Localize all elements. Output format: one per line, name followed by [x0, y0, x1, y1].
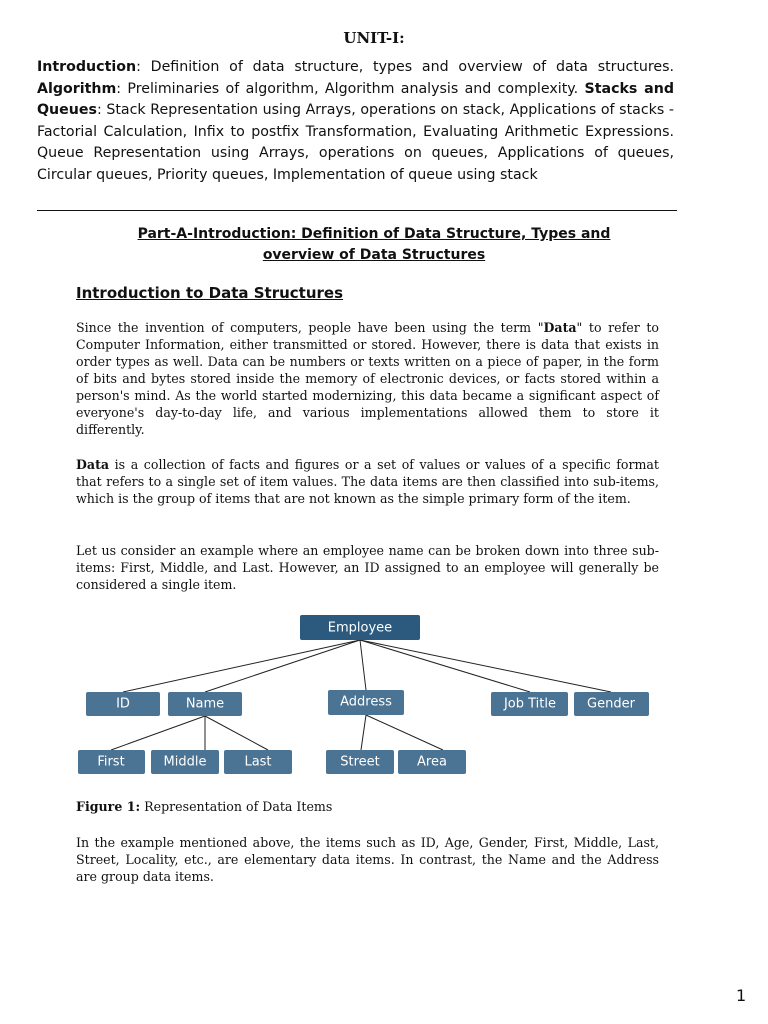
figure-caption-text: Representation of Data Items: [140, 799, 333, 814]
page-number: 1: [736, 986, 747, 1005]
paragraph-1-after: " to refer to Computer Information, either transmitted or stored. However, there is data that exists in order types as well. Data can be numbers or texts written on a piece of paper, in the form of bits and bytes stored inside the memory of electronic devices, or facts stored within a person's mind. As the world started modernizing, this data became a significant aspect of everyone's day-to-day life, and various implementations allowed them to store it differently.: [76, 320, 659, 437]
node-first-label: First: [97, 754, 125, 770]
node-gender: [574, 692, 649, 716]
node-name: [168, 692, 242, 716]
node-last-label: Last: [244, 754, 272, 770]
node-last: [224, 750, 292, 774]
paragraph-2-after: is a collection of facts and figures or a set of values or values of a specific format that refers to a single set of item values. The data items are then classified into sub-items, which is the group of items that are not known as the simple primary form of the item.: [76, 457, 659, 506]
edge-name-last: [205, 716, 268, 750]
stacks-label: Stacks and Queues: [37, 80, 674, 119]
edge-root-address: [360, 640, 366, 690]
node-area-label: Area: [417, 754, 447, 770]
edge-root-gender: [360, 640, 611, 692]
figure-caption: [76, 799, 332, 814]
algorithm-label: Algorithm: [37, 80, 117, 97]
node-middle: [151, 750, 219, 774]
node-street: [326, 750, 394, 774]
node-job-title: [491, 692, 568, 716]
algorithm-text: : Preliminaries of algorithm, Algorithm analysis and complexity.: [116, 80, 585, 97]
edge-name-first: [111, 716, 205, 750]
node-id-label: ID: [116, 696, 130, 712]
node-street-label: Street: [340, 754, 380, 770]
part-heading-line1: Part-A-Introduction: Definition of Data Structure, Types and: [137, 226, 611, 242]
node-id: [86, 692, 160, 716]
stacks-text: : Stack Representation using Arrays, operations on stack, Applications of stacks - Factorial Calculation, Infix to postfix Transformation, Evaluating Arithmetic Expressions. Queue Representation using Arrays, operations on queues, Applications of queues, Circular queues, Priority queues, Implementation of queue using stack: [37, 102, 674, 183]
section-heading: Introduction to Data Structures: [76, 284, 344, 302]
paragraph-1-before: Since the invention of computers, people have been using the term ": [76, 320, 544, 335]
paragraph-2-bold: Data: [76, 457, 110, 472]
paragraph-4: In the example mentioned above, the items such as ID, Age, Gender, First, Middle, Last, Street, Locality, etc., are elementary data items. In contrast, the Name and the Address are group data items.: [76, 835, 659, 884]
intro-label: Introduction: [37, 59, 137, 75]
node-first: [78, 750, 145, 774]
intro-text: : Definition of data structure, types and overview of data structures.: [136, 59, 674, 75]
unit-title: UNIT-I:: [343, 29, 405, 47]
paragraph-3: Let us consider an example where an employee name can be broken down into three sub-items: First, Middle, and Last. However, an ID assigned to an employee will generally be considered a single item.: [76, 543, 659, 592]
node-gender-label: Gender: [587, 696, 635, 712]
part-heading-line2: overview of Data Structures: [262, 247, 486, 263]
node-employee: [300, 615, 420, 640]
node-job-title-label: Job Title: [503, 696, 557, 712]
figure-caption-label: Figure 1:: [76, 799, 141, 814]
edge-root-name: [205, 640, 360, 692]
paragraph-1-bold: Data: [543, 320, 577, 335]
node-employee-label: Employee: [327, 620, 393, 636]
node-name-label: Name: [185, 696, 225, 712]
node-address: [328, 690, 404, 715]
edge-address-area: [366, 715, 443, 750]
edge-address-street: [361, 715, 366, 750]
node-area: [398, 750, 466, 774]
edge-root-jobtitle: [360, 640, 530, 692]
edge-root-id: [123, 640, 360, 692]
node-middle-label: Middle: [163, 754, 207, 770]
node-address-label: Address: [340, 694, 392, 710]
